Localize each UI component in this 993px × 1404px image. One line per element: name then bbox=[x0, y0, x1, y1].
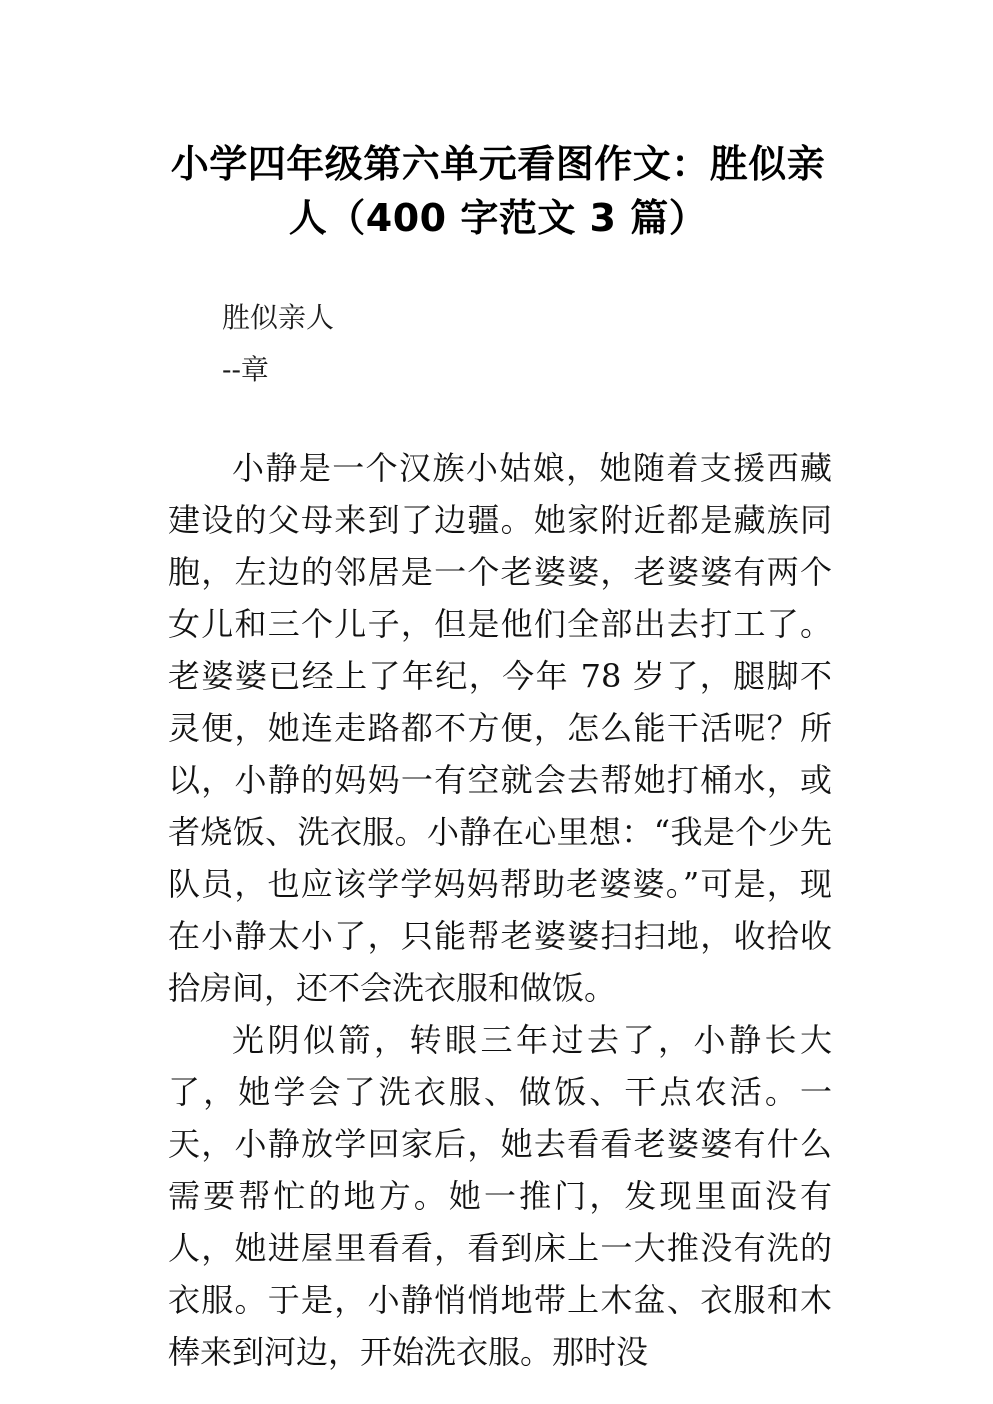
page-title: 小学四年级第六单元看图作文：胜似亲人（400 字范文 3 篇） bbox=[170, 142, 826, 241]
body-paragraph: 光阴似箭，转眼三年过去了，小静长大了，她学会了洗衣服、做饭、干点农活。一天，小静放学回家后，她去看看老婆婆有什么需要帮忙的地方。她一推门，发现里面没有人，她进屋里看看，看到床上一大推没有洗的衣服。于是，小静悄悄地带上木盆、衣服和木棒来到河边，开始洗衣服。那时没 bbox=[168, 1021, 832, 1371]
subheading-block bbox=[168, 292, 828, 396]
author-line: --章 bbox=[222, 353, 269, 386]
essay-title-line: 胜似亲人 bbox=[222, 301, 335, 334]
document-body bbox=[168, 442, 832, 1378]
body-paragraph: 小静是一个汉族小姑娘，她随着支援西藏建设的父母来到了边疆。她家附近都是藏族同胞，左边的邻居是一个老婆婆，老婆婆有两个女儿和三个儿子，但是他们全部出去打工了。老婆婆已经上了年纪，今年 78 岁了，腿脚不灵便，她连走路都不方便，怎么能干活呢？所以，小静的妈妈一有空就会去帮她打桶水，或者烧饭、洗衣服。小静在心里想：“我是个少先队员，也应该学学妈妈帮助老婆婆。”可是，现在小静太小了，只能帮老婆婆扫扫地，收拾收拾房间，还不会洗衣服和做饭。 bbox=[168, 449, 832, 1007]
